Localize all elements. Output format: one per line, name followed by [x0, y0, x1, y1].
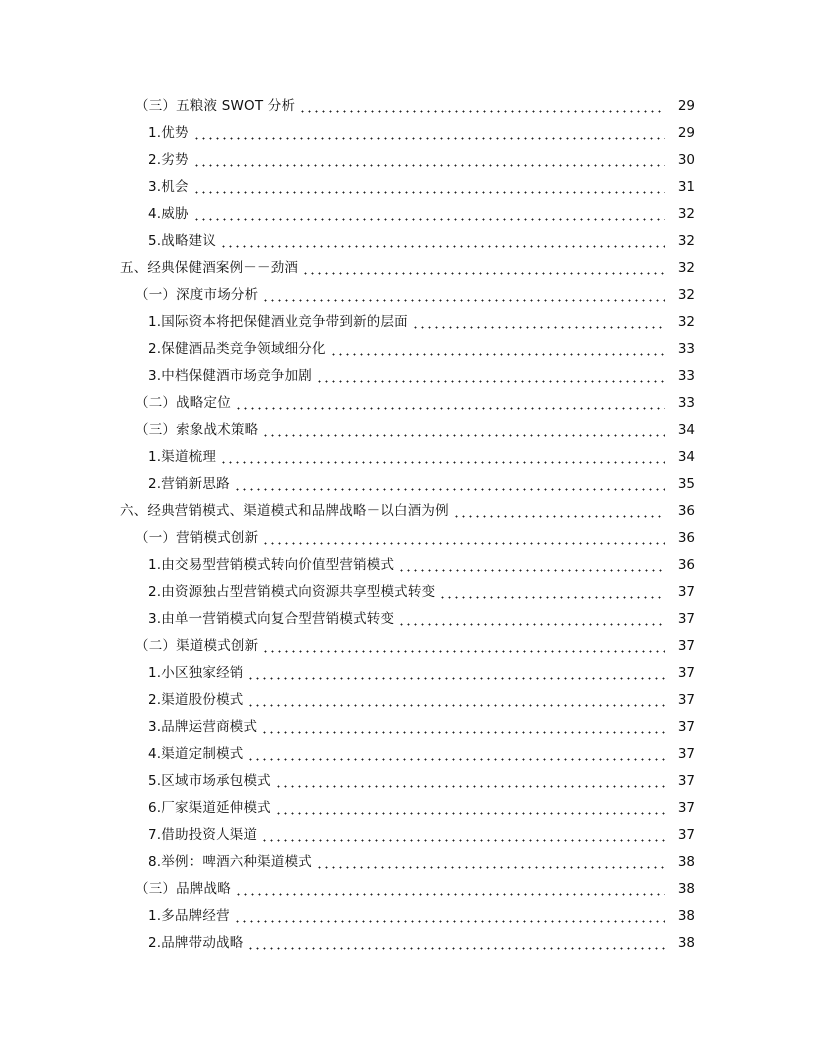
- toc-entry-page-number: 38: [677, 935, 695, 951]
- toc-entry-title: （一）营销模式创新: [135, 530, 259, 546]
- toc-entry-title: 2.渠道股份模式: [148, 692, 244, 708]
- toc-entry[interactable]: [0, 930, 816, 957]
- toc-dot-leader: [247, 704, 665, 707]
- toc-entry-page-number: 37: [677, 692, 695, 708]
- toc-dot-leader: [412, 326, 665, 329]
- toc-entry-title: 1.优势: [148, 125, 189, 141]
- toc-dot-leader: [398, 623, 665, 626]
- toc-dot-leader: [193, 191, 665, 194]
- toc-entry[interactable]: [0, 525, 816, 552]
- toc-entry-title: 3.机会: [148, 179, 189, 195]
- toc-entry-page-number: 32: [677, 206, 695, 222]
- toc-dot-leader: [316, 866, 665, 869]
- toc-dot-leader: [262, 542, 665, 545]
- toc-entry-title: （二）渠道模式创新: [135, 638, 259, 654]
- toc-entry-page-number: 37: [677, 746, 695, 762]
- toc-dot-leader: [453, 515, 665, 518]
- toc-entry-title: 2.由资源独占型营销模式向资源共享型模式转变: [148, 584, 436, 600]
- toc-entry[interactable]: [0, 795, 816, 822]
- toc-entry-page-number: 37: [677, 665, 695, 681]
- toc-entry-page-number: 37: [677, 827, 695, 843]
- toc-entry-page-number: 32: [677, 287, 695, 303]
- toc-entry-page-number: 38: [677, 908, 695, 924]
- toc-entry-title: 五、经典保健酒案例－－劲酒: [120, 260, 299, 276]
- toc-dot-leader: [316, 380, 665, 383]
- toc-entry-title: （三）五粮液 SWOT 分析: [135, 98, 296, 114]
- toc-entry-title: 2.劣势: [148, 152, 189, 168]
- toc-dot-leader: [234, 488, 665, 491]
- toc-dot-leader: [302, 272, 665, 275]
- toc-dot-leader: [261, 731, 665, 734]
- toc-entry-page-number: 29: [677, 98, 695, 114]
- toc-entry[interactable]: [0, 741, 816, 768]
- toc-entry-title: 4.渠道定制模式: [148, 746, 244, 762]
- toc-entry-page-number: 33: [677, 395, 695, 411]
- toc-entry[interactable]: [0, 606, 816, 633]
- toc-entry-title: 5.区域市场承包模式: [148, 773, 271, 789]
- toc-entry-title: 4.威胁: [148, 206, 189, 222]
- toc-dot-leader: [235, 893, 665, 896]
- toc-dot-leader: [220, 461, 665, 464]
- toc-entry[interactable]: [0, 579, 816, 606]
- toc-entry-page-number: 36: [677, 557, 695, 573]
- toc-dot-leader: [330, 353, 665, 356]
- toc-entry[interactable]: [0, 390, 816, 417]
- toc-entry[interactable]: [0, 201, 816, 228]
- toc-entry-page-number: 29: [677, 125, 695, 141]
- toc-entry[interactable]: [0, 660, 816, 687]
- toc-entry-title: 六、经典营销模式、渠道模式和品牌战略－以白酒为例: [120, 503, 449, 519]
- toc-entry-title: 1.渠道梳理: [148, 449, 217, 465]
- toc-entry[interactable]: [0, 498, 816, 525]
- toc-entry-title: 2.营销新思路: [148, 476, 230, 492]
- toc-entry-title: 5.战略建议: [148, 233, 217, 249]
- toc-entry-page-number: 37: [677, 800, 695, 816]
- toc-entry[interactable]: [0, 255, 816, 282]
- toc-entry-title: 2.品牌带动战略: [148, 935, 244, 951]
- toc-entry-title: （一）深度市场分析: [135, 287, 259, 303]
- toc-entry[interactable]: [0, 768, 816, 795]
- toc-dot-leader: [262, 650, 665, 653]
- toc-entry-title: 3.中档保健酒市场竞争加剧: [148, 368, 312, 384]
- toc-entry-page-number: 32: [677, 233, 695, 249]
- toc-entry-page-number: 34: [677, 422, 695, 438]
- toc-dot-leader: [247, 947, 665, 950]
- toc-entry[interactable]: [0, 336, 816, 363]
- toc-entry-page-number: 34: [677, 449, 695, 465]
- toc-entry-title: 6.厂家渠道延伸模式: [148, 800, 271, 816]
- toc-entry-page-number: 30: [677, 152, 695, 168]
- toc-entry[interactable]: [0, 282, 816, 309]
- toc-dot-leader: [275, 785, 665, 788]
- toc-dot-leader: [262, 434, 665, 437]
- table-of-contents: [0, 93, 816, 957]
- toc-entry-page-number: 36: [677, 503, 695, 519]
- toc-dot-leader: [234, 920, 665, 923]
- toc-entry[interactable]: [0, 228, 816, 255]
- toc-entry-title: 1.由交易型营销模式转向价值型营销模式: [148, 557, 395, 573]
- toc-entry-page-number: 38: [677, 854, 695, 870]
- toc-entry-page-number: 38: [677, 881, 695, 897]
- toc-entry[interactable]: [0, 363, 816, 390]
- toc-entry-title: （三）品牌战略: [135, 881, 231, 897]
- toc-entry[interactable]: [0, 309, 816, 336]
- toc-entry[interactable]: [0, 147, 816, 174]
- toc-entry-page-number: 33: [677, 368, 695, 384]
- toc-dot-leader: [193, 137, 665, 140]
- toc-entry-page-number: 32: [677, 314, 695, 330]
- toc-entry[interactable]: [0, 687, 816, 714]
- toc-entry-page-number: 31: [677, 179, 695, 195]
- toc-entry-title: 1.小区独家经销: [148, 665, 244, 681]
- toc-dot-leader: [439, 596, 665, 599]
- toc-entry-title: 3.品牌运营商模式: [148, 719, 258, 735]
- toc-dot-leader: [398, 569, 665, 572]
- toc-entry-page-number: 37: [677, 773, 695, 789]
- toc-entry-title: （三）索象战术策略: [135, 422, 259, 438]
- toc-entry[interactable]: [0, 444, 816, 471]
- toc-dot-leader: [261, 839, 665, 842]
- toc-entry[interactable]: [0, 417, 816, 444]
- toc-dot-leader: [275, 812, 665, 815]
- toc-entry[interactable]: [0, 93, 816, 120]
- toc-entry-title: 1.多品牌经营: [148, 908, 230, 924]
- toc-entry-page-number: 35: [677, 476, 695, 492]
- toc-entry-title: 3.由单一营销模式向复合型营销模式转变: [148, 611, 395, 627]
- toc-dot-leader: [220, 245, 665, 248]
- toc-entry[interactable]: [0, 903, 816, 930]
- toc-dot-leader: [299, 110, 665, 113]
- toc-entry[interactable]: [0, 876, 816, 903]
- toc-entry[interactable]: [0, 174, 816, 201]
- toc-entry-page-number: 37: [677, 611, 695, 627]
- toc-dot-leader: [247, 758, 665, 761]
- toc-dot-leader: [247, 677, 665, 680]
- toc-entry-page-number: 37: [677, 638, 695, 654]
- toc-entry-page-number: 36: [677, 530, 695, 546]
- toc-entry-page-number: 37: [677, 584, 695, 600]
- toc-entry[interactable]: [0, 822, 816, 849]
- toc-entry[interactable]: [0, 471, 816, 498]
- toc-entry[interactable]: [0, 633, 816, 660]
- toc-entry[interactable]: [0, 120, 816, 147]
- toc-entry-page-number: 33: [677, 341, 695, 357]
- toc-dot-leader: [262, 299, 665, 302]
- toc-entry-title: 8.举例：啤酒六种渠道模式: [148, 854, 312, 870]
- toc-dot-leader: [193, 218, 665, 221]
- toc-entry[interactable]: [0, 714, 816, 741]
- toc-entry[interactable]: [0, 849, 816, 876]
- toc-entry-page-number: 37: [677, 719, 695, 735]
- toc-entry-title: 1.国际资本将把保健酒业竞争带到新的层面: [148, 314, 408, 330]
- toc-entry-title: 2.保健酒品类竞争领域细分化: [148, 341, 326, 357]
- toc-entry-page-number: 32: [677, 260, 695, 276]
- toc-entry-title: 7.借助投资人渠道: [148, 827, 258, 843]
- toc-dot-leader: [235, 407, 665, 410]
- toc-dot-leader: [193, 164, 665, 167]
- toc-entry-title: （二）战略定位: [135, 395, 231, 411]
- toc-entry[interactable]: [0, 552, 816, 579]
